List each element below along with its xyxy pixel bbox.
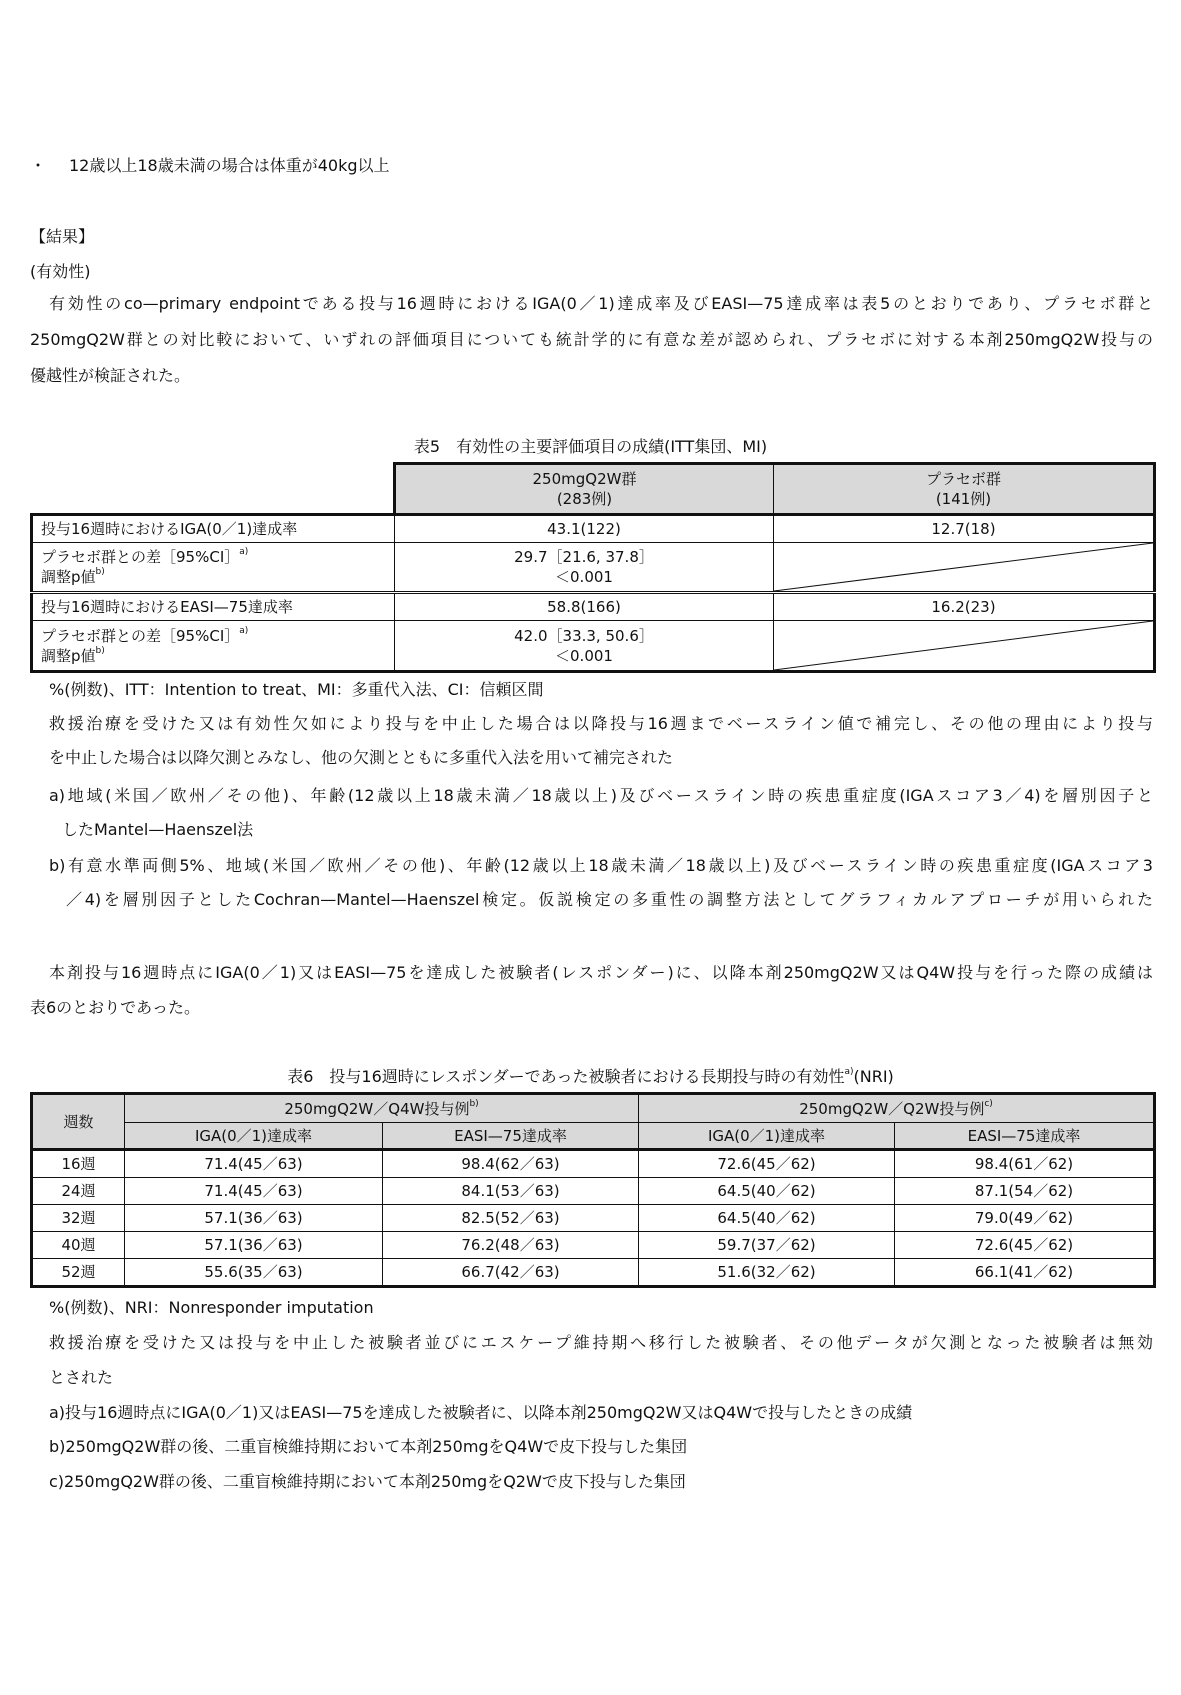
p-value: ＜0.001 [555,646,613,665]
column-n: (283例) [556,490,613,508]
week-cell: 52週 [32,1259,125,1287]
value-cell: 57.1(36／63) [125,1205,383,1232]
value-cell: 71.4(45／63) [125,1178,383,1205]
table-row [32,1259,1155,1287]
week-header: 週数 [32,1094,125,1150]
table6-note: a)投与16週時点にIGA(0／1)又はEASI—75を達成した被験者に、以降本剤250mgQ2W又はQ4Wで投与したときの成績 [49,1403,913,1422]
value-cell: 87.1(54／62) [895,1178,1155,1205]
table5-caption: 表5 有効性の主要評価項目の成績(ITT集団、MI) [413,437,768,456]
cell-drug [395,543,774,593]
paragraph-line: 本剤投与16週時点にIGA(0／1)又はEASI—75を達成した被験者(レスポンダー)に、以降本剤250mgQ2W又はQ4W投与を行った際の成績は [49,963,1153,982]
row-label [32,543,395,593]
paragraph-line: 有効性のco—primary endpointである投与16週時におけるIGA(0／1)達成率及びEASI—75達成率は表5のとおりであり、プラセボ群と [49,294,1153,313]
row-label [32,621,395,672]
caption-text: 表6 投与16週時にレスポンダーであった被験者における長期投与時の有効性 [287,1067,845,1086]
table-row [32,1178,1155,1205]
diagonal-line [774,543,1153,591]
table6-note: %(例数)、NRI：Nonresponder imputation [49,1298,374,1317]
table5-note: ／4)を層別因子としたCochran—Mantel—Haenszel検定。仮説検定の多重性の調整方法としてグラフィカルアプローチが用いられた [66,890,1153,909]
cell-drug [395,621,774,672]
table6-note: b)250mgQ2W群の後、二重盲検維持期において本剤250mgをQ4Wで皮下投与した集団 [49,1437,688,1456]
label-text: 調整p値 [41,646,96,665]
subheading: (有効性) [30,262,91,281]
week-cell: 32週 [32,1205,125,1232]
table5-note: %(例数)、ITT：Intention to treat、MI：多重代入法、CI：信頼区間 [49,680,544,699]
subheader: EASI—75達成率 [895,1123,1155,1150]
value-cell: 66.1(41／62) [895,1259,1155,1287]
column-n: (141例) [935,490,992,508]
cell-placebo-empty [774,621,1155,672]
table5-note: a)地域(米国／欧州／その他)、年齢(12歳以上18歳未満／18歳以上)及びベースライン時の疾患重症度(IGAスコア3／4)を層別因子と [49,786,1153,805]
value-cell: 59.7(37／62) [639,1232,895,1259]
row-label: 投与16週時におけるIGA(0／1)達成率 [32,515,395,543]
row-label: 投与16週時におけるEASI—75達成率 [32,593,395,621]
value-cell: 64.5(40／62) [639,1205,895,1232]
table6-note: c)250mgQ2W群の後、二重盲検維持期において本剤250mgをQ2Wで皮下投与した集団 [49,1472,686,1491]
diff-ci: 29.7［21.6, 37.8］ [514,548,654,566]
week-cell: 16週 [32,1150,125,1178]
diagonal-line [774,621,1153,670]
label-text: プラセボ群との差［95%CI］ [41,548,240,566]
value-cell: 66.7(42／63) [383,1259,639,1287]
paragraph-line: 250mgQ2W群との対比較において、いずれの評価項目についても統計学的に有意な差が認められ、プラセボに対する本剤250mgQ2W投与の [30,330,1153,349]
cell-drug: 43.1(122) [395,515,774,543]
cell-placebo: 16.2(23) [774,593,1155,621]
cell-placebo: 12.7(18) [774,515,1155,543]
subheader: EASI—75達成率 [383,1123,639,1150]
table6-note: とされた [49,1368,114,1387]
value-cell: 82.5(52／63) [383,1205,639,1232]
table5-note: したMantel—Haenszel法 [62,820,254,839]
group-header [125,1094,639,1123]
diff-ci: 42.0［33.3, 50.6］ [514,626,654,645]
group-header [639,1094,1155,1123]
bullet-text: 12歳以上18歳未満の場合は体重が40kg以上 [69,156,390,175]
footnote-mark: b) [469,1098,479,1109]
cell-drug: 58.8(166) [395,593,774,621]
value-cell: 79.0(49／62) [895,1205,1155,1232]
table5-empty-corner [32,464,395,515]
table-row [32,515,1155,543]
paragraph-line: 優越性が検証された。 [30,366,191,385]
value-cell: 98.4(61／62) [895,1150,1155,1178]
table6-caption [0,1067,1181,1087]
group-name: 250mgQ2W／Q2W投与例 [799,1099,985,1118]
subheader: IGA(0／1)達成率 [125,1123,383,1150]
table-row [32,1150,1155,1178]
table-row [32,1232,1155,1259]
table5-note: 救援治療を受けた又は有効性欠如により投与を中止した場合は以降投与16週までベースライン値で補完し、その他の理由により投与 [49,714,1153,733]
footnote-mark: c) [984,1098,993,1109]
table-row [32,621,1155,672]
table-row [32,593,1155,621]
value-cell: 72.6(45／62) [895,1232,1155,1259]
value-cell: 84.1(53／63) [383,1178,639,1205]
column-name: 250mgQ2W群 [532,470,637,488]
value-cell: 64.5(40／62) [639,1178,895,1205]
week-cell: 24週 [32,1178,125,1205]
table5 [30,462,1156,673]
table-row [32,543,1155,593]
table5-header-drug [395,464,774,515]
value-cell: 76.2(48／63) [383,1232,639,1259]
section-heading: 【結果】 [30,227,95,246]
value-cell: 51.6(32／62) [639,1259,895,1287]
subheader: IGA(0／1)達成率 [639,1123,895,1150]
cell-placebo-empty [774,543,1155,593]
value-cell: 57.1(36／63) [125,1232,383,1259]
label-text: 調整p値 [41,568,96,586]
group-name: 250mgQ2W／Q4W投与例 [284,1099,470,1118]
table-row [32,1205,1155,1232]
table5-header-placebo [774,464,1155,515]
caption-tail: (NRI) [853,1067,894,1086]
value-cell: 72.6(45／62) [639,1150,895,1178]
table5-note: b)有意水準両側5%、地域(米国／欧州／その他)、年齢(12歳以上18歳未満／18歳以上)及びベースライン時の疾患重症度(IGAスコア3 [49,856,1153,875]
p-value: ＜0.001 [555,568,613,586]
table6 [30,1092,1156,1288]
table5-note: を中止した場合は以降欠測とみなし、他の欠測とともに多重代入法を用いて補完された [49,748,674,767]
table6-note: 救援治療を受けた又は投与を中止した被験者並びにエスケープ維持期へ移行した被験者、その他データが欠測となった被験者は無効 [49,1333,1153,1352]
value-cell: 71.4(45／63) [125,1150,383,1178]
footnote-mark: a) [239,547,249,557]
footnote-mark: b) [95,567,105,577]
week-cell: 40週 [32,1232,125,1259]
bullet-mark: ・ [30,156,47,175]
paragraph-line: 表6のとおりであった。 [30,998,201,1017]
column-name: プラセボ群 [925,470,1001,488]
footnote-mark: b) [95,645,105,656]
value-cell: 98.4(62／63) [383,1150,639,1178]
value-cell: 55.6(35／63) [125,1259,383,1287]
label-text: プラセボ群との差［95%CI］ [41,626,240,645]
footnote-mark: a) [239,625,249,636]
footnote-mark: a) [844,1067,854,1077]
